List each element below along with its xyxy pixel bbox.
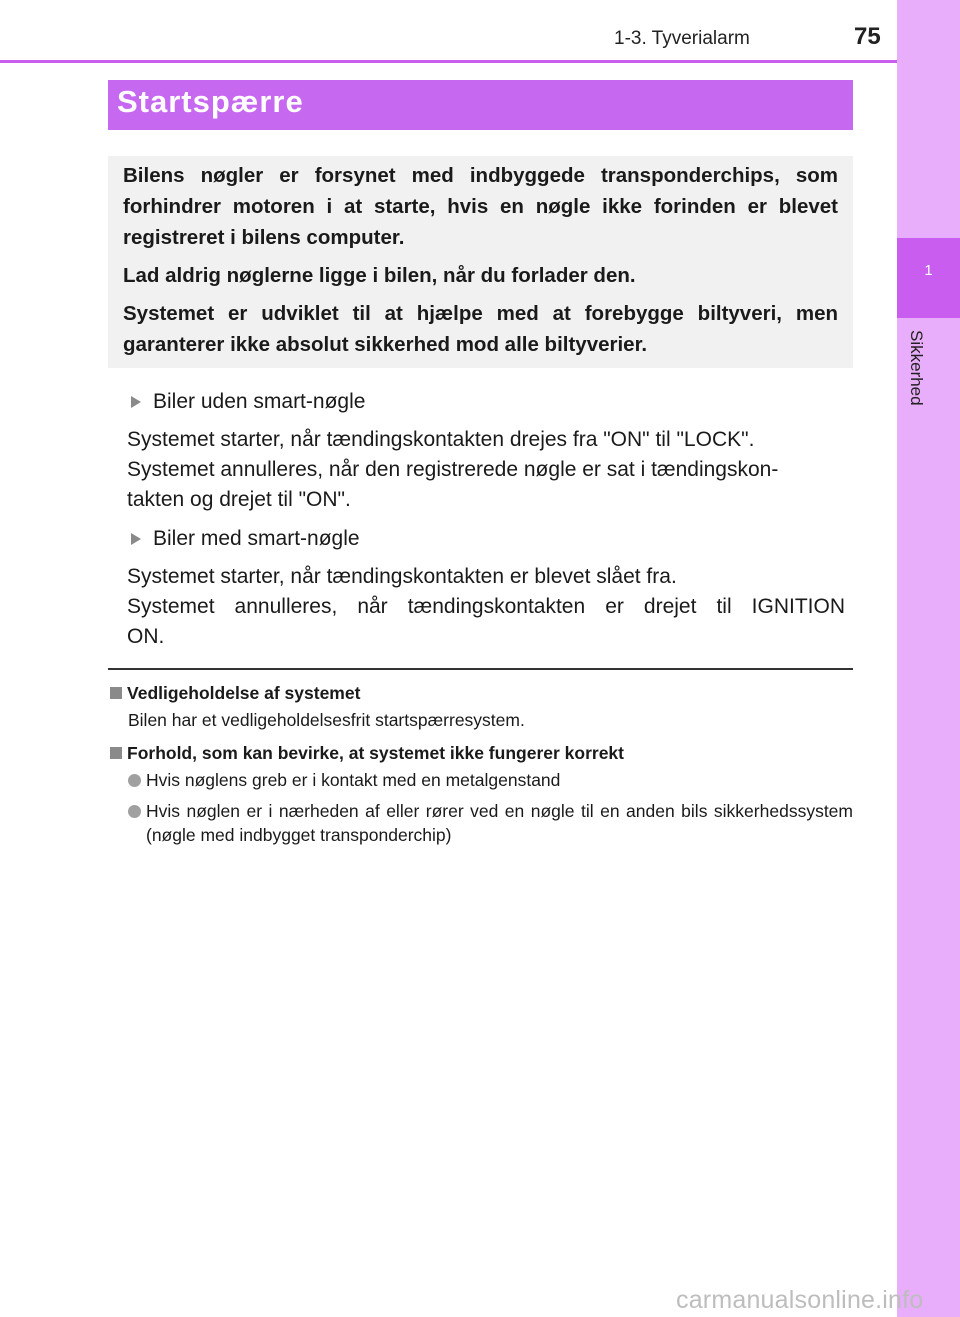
section-paragraph (127, 562, 845, 652)
section-paragraph (127, 425, 845, 515)
round-bullet-icon (128, 774, 141, 787)
chapter-label: Sikkerhed (907, 330, 926, 406)
page-title: Startspærre (117, 84, 304, 119)
info-paragraph: Systemet er udviklet til at hjælpe med at forebygge biltyveri, men garanterer ikke absolut sikkerhed mod alle biltyverier. (123, 302, 838, 356)
note-heading-text: Vedligeholdelse af systemet (127, 683, 361, 703)
square-bullet-icon (110, 687, 122, 699)
paragraph-line: Systemet starter, når tændingskontakten er blevet slået fra. (127, 565, 677, 588)
note-bullet (108, 799, 853, 847)
note-body: Bilen har et vedligeholdelsesfrit startspærresystem. (128, 710, 525, 730)
note-heading-text: Forhold, som kan bevirke, at systemet ikke fungerer korrekt (127, 743, 624, 763)
sub-heading-with-smart-key (127, 525, 845, 553)
info-box (108, 156, 853, 368)
paragraph-line: Systemet annulleres, når den registrerede nøgle er sat i tændingskon- (127, 458, 779, 481)
side-strip (897, 0, 960, 1317)
note-bullet-text: Hvis nøglens greb er i kontakt med en metalgenstand (146, 770, 561, 790)
chapter-number: 1 (924, 262, 933, 279)
info-paragraph: Lad aldrig nøglerne ligge i bilen, når du forlader den. (123, 264, 636, 287)
section-label: 1-3. Tyverialarm (614, 28, 750, 49)
main-content (127, 388, 845, 652)
triangle-bullet-icon (131, 396, 141, 408)
notes (108, 680, 853, 847)
note-bullet-text: Hvis nøglen er i nærheden af eller rører ved en nøgle til en anden bils sikkerhedssystem (nøgle med indbygget transponderchip) (146, 801, 853, 845)
round-bullet-icon (128, 805, 141, 818)
page-number: 75 (854, 23, 881, 50)
header-rule (0, 60, 897, 63)
section-divider (108, 668, 853, 670)
watermark: carmanualsonline.info (676, 1286, 924, 1314)
triangle-bullet-icon (131, 533, 141, 545)
paragraph-line: Systemet starter, når tændingskontakten drejes fra "ON" til "LOCK". (127, 428, 755, 451)
info-paragraph: Bilens nøgler er forsynet med indbyggede transponderchips, som forhindrer motoren i at starte, hvis en nøgle ikke forinden er blevet registreret i bilens computer. (123, 164, 838, 249)
paragraph-line: Systemet annulleres, når tændingskontakten er drejet til IGNITION (127, 595, 845, 618)
sub-heading-text: Biler med smart-nøgle (153, 527, 360, 550)
chapter-tab (897, 238, 960, 318)
note-heading (108, 740, 853, 766)
square-bullet-icon (110, 747, 122, 759)
note-heading (108, 680, 853, 706)
title-bar (108, 80, 853, 130)
paragraph-line: ON. (127, 625, 165, 648)
note-bullet (108, 768, 853, 792)
sub-heading-text: Biler uden smart-nøgle (153, 390, 366, 413)
paragraph-line: takten og drejet til "ON". (127, 488, 351, 511)
sub-heading-without-smart-key (127, 388, 845, 416)
